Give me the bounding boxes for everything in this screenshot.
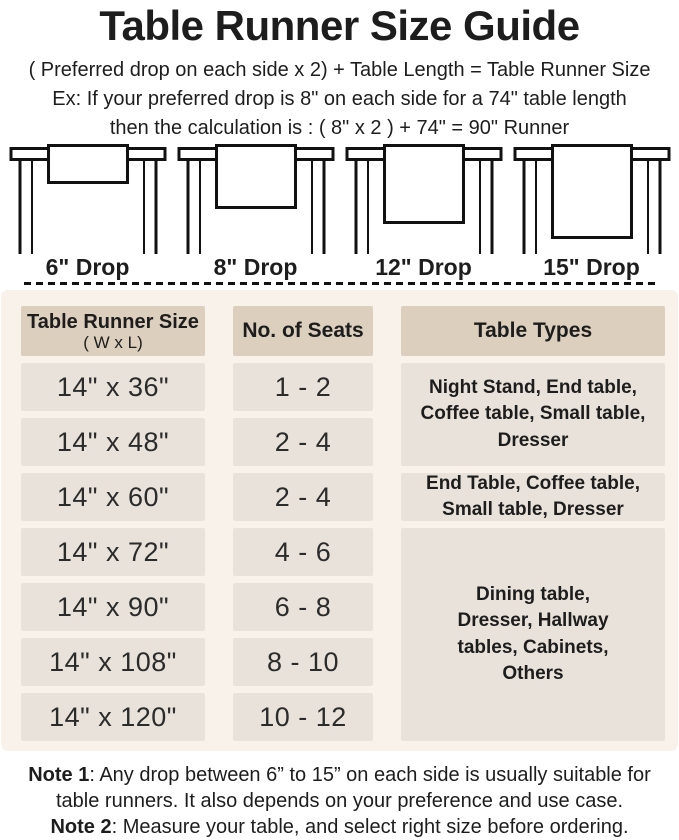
table-runner-diagram-icon: [512, 144, 672, 254]
seats-cell: 2 - 4: [233, 418, 373, 466]
example-line-1: Ex: If your preferred drop is 8" on each side for a 74" table length: [52, 88, 627, 110]
drop-label: 8" Drop: [213, 254, 298, 280]
seats-cell: 2 - 4: [233, 473, 373, 521]
drop-figure-12: [342, 144, 505, 279]
drop-figure-8: [174, 144, 337, 279]
size-cell: 14" x 108": [21, 638, 205, 686]
table-runner-diagram-icon: [8, 144, 168, 254]
seats-cell: 1 - 2: [233, 363, 373, 411]
drop-label: 15" Drop: [543, 254, 640, 280]
seats-cell: 4 - 6: [233, 528, 373, 576]
drop-figure-15: [510, 144, 673, 279]
table-runner-diagram-icon: [176, 144, 336, 254]
size-col-title: Table Runner Size: [27, 310, 199, 333]
dashed-divider: [24, 282, 655, 285]
col-header-seats: No. of Seats: [233, 306, 373, 356]
col-header-size: [21, 306, 205, 356]
formula-line: ( Preferred drop on each side x 2) + Table Length = Table Runner Size: [28, 59, 651, 81]
table-runner-diagram-icon: [344, 144, 504, 254]
seats-cell: 8 - 10: [233, 638, 373, 686]
seats-cell: 10 - 12: [233, 693, 373, 741]
size-cell: 14" x 90": [21, 583, 205, 631]
example-line-2: then the calculation is : ( 8" x 2 ) + 74" = 90" Runner: [109, 117, 570, 139]
table-types-text: End Table, Coffee table, Small table, Dresser: [426, 472, 640, 520]
drop-label: 12" Drop: [375, 254, 472, 280]
drop-label: 6" Drop: [45, 254, 130, 280]
drop-figure-6: [6, 144, 169, 279]
table-types-text: Dining table, Dresser, Hallway tables, Cabinets, Others: [457, 584, 609, 684]
table-types-text: Night Stand, End table, Coffee table, Small table, Dresser: [420, 377, 646, 451]
size-table: [21, 306, 665, 741]
size-cell: 14" x 60": [21, 473, 205, 521]
note-2: [8, 814, 671, 840]
table-types-cell: [401, 528, 665, 741]
col-header-types: Table Types: [401, 306, 665, 356]
guide-header: [0, 0, 679, 140]
size-cell: 14" x 72": [21, 528, 205, 576]
size-cell: 14" x 48": [21, 418, 205, 466]
size-table-panel: [1, 290, 678, 751]
size-col-subtitle: ( W x L): [83, 332, 143, 352]
size-cell: 14" x 36": [21, 363, 205, 411]
table-types-cell: [401, 473, 665, 521]
size-cell: 14" x 120": [21, 693, 205, 741]
table-types-cell: [401, 363, 665, 466]
note-1-label: Note 1: [28, 764, 90, 786]
note-1: [8, 762, 671, 814]
footer-notes: [0, 762, 679, 840]
drop-illustrations: [0, 144, 679, 279]
seats-cell: 6 - 8: [233, 583, 373, 631]
page-title: Table Runner Size Guide: [99, 2, 580, 49]
note-2-label: Note 2: [50, 816, 112, 838]
note-1-text: : Any drop between 6” to 15” on each side is usually suitable for table runners. It also depends on your preference and use case.: [55, 764, 651, 812]
note-2-text: : Measure your table, and select right size before ordering.: [111, 816, 629, 838]
